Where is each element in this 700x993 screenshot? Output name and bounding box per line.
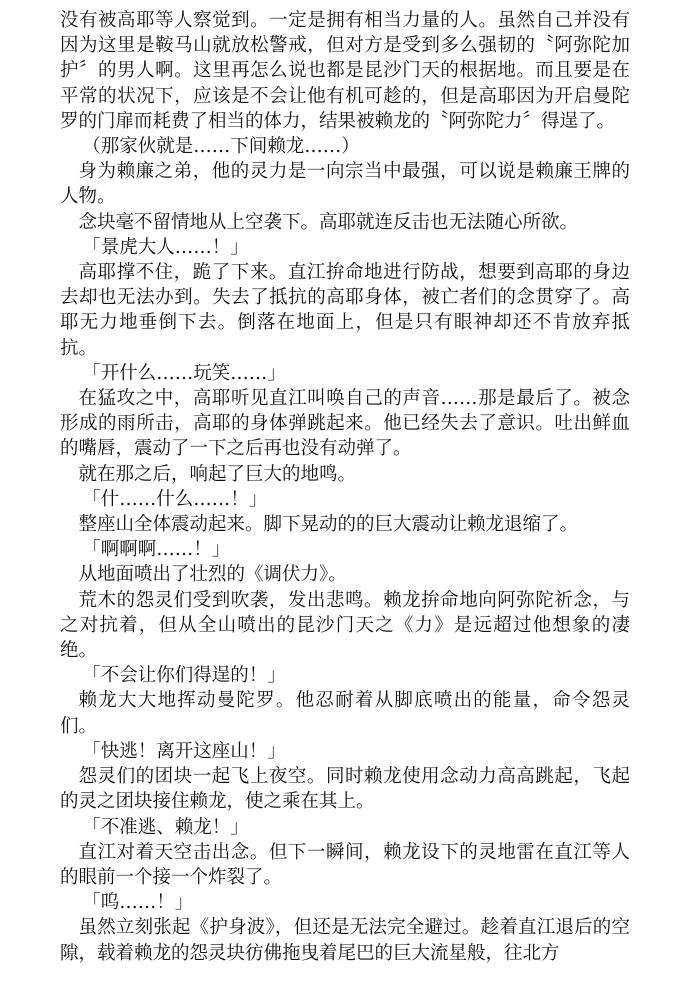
paragraph: 没有被高耶等人察觉到。一定是拥有相当力量的人。虽然自己并没有因为这里是鞍马山就放松警戒，但对方是受到多么强韧的〝阿弥陀加护〞的男人啊。这里再怎么说也都是昆沙门天的根据地。而且要是在平常的状况下，应该是不会让他有机可趁的，但是高耶因为开启曼陀罗的门扉而耗费了相当的体力，结果被赖龙的〝阿弥陀力〞得逞了。: [60, 10, 630, 132]
paragraph: 从地面喷出了壮烈的《调伏力》。: [78, 564, 347, 586]
paragraph: 赖龙大大地挥动曼陀罗。他忍耐着从脚底喷出的能量，命令怨灵们。: [60, 690, 630, 737]
dialogue-line: 「不准逃、赖龙！」: [82, 816, 249, 838]
paragraph: 直江对着天空击出念。但下一瞬间，赖龙设下的灵地雷在直江等人的眼前一个接一个炸裂了。: [60, 841, 630, 888]
dialogue-line: 「景虎大人……！」: [82, 236, 249, 258]
dialogue-line: 「不会让你们得逞的！」: [82, 665, 286, 687]
paragraph: 念块毫不留情地从上空袭下。高耶就连反击也无法随心所欲。: [78, 211, 579, 233]
paragraph: 虽然立刻张起《护身波》，但还是无法完全避过。趁着直江退后的空隙，载着赖龙的怨灵块彷佛拖曳着尾巴的巨大流星般，往北方: [60, 917, 630, 964]
paragraph: 荒木的怨灵们受到吹袭，发出悲鸣。赖龙拚命地向阿弥陀祈念，与之对抗着，但从全山喷出的昆沙门天之《力》是远超过他想象的凄绝。: [60, 589, 630, 662]
paragraph: 怨灵们的团块一起飞上夜空。同时赖龙使用念动力高高跳起，飞起的灵之团块接住赖龙，使之乘在其上。: [60, 766, 630, 813]
paragraph: 整座山全体震动起来。脚下晃动的的巨大震动让赖龙退缩了。: [78, 514, 579, 536]
paragraph: 身为赖廉之弟，他的灵力是一向宗当中最强，可以说是赖廉王牌的人物。: [60, 161, 630, 208]
dialogue-line: 「呜……！」: [82, 892, 194, 914]
dialogue-line: 「什……什么……！」: [82, 488, 268, 510]
paragraph: 高耶撑不住，跪了下来。直江拚命地进行防战，想要到高耶的身边去却也无法办到。失去了抵抗的高耶身体，被亡者们的念贯穿了。高耶无力地垂倒下去。倒落在地面上，但是只有眼神却还不肯放弃抵抗。: [60, 262, 630, 359]
document-page: [60, 8, 630, 966]
dialogue-line: 「快逃！离开这座山！」: [82, 740, 286, 762]
paragraph: 在猛攻之中，高耶听见直江叫唤自己的声音……那是最后了。被念形成的雨所击，高耶的身体弹跳起来。他已经失去了意识。吐出鲜血的嘴唇，震动了一下之后再也没有动弹了。: [60, 388, 630, 460]
dialogue-line: 「啊啊啊……！」: [82, 539, 231, 561]
paragraph: 就在那之后，响起了巨大的地鸣。: [78, 463, 357, 485]
dialogue-line: （那家伙就是……下间赖龙……）: [82, 136, 360, 158]
dialogue-line: 「开什么……玩笑……」: [82, 362, 286, 384]
